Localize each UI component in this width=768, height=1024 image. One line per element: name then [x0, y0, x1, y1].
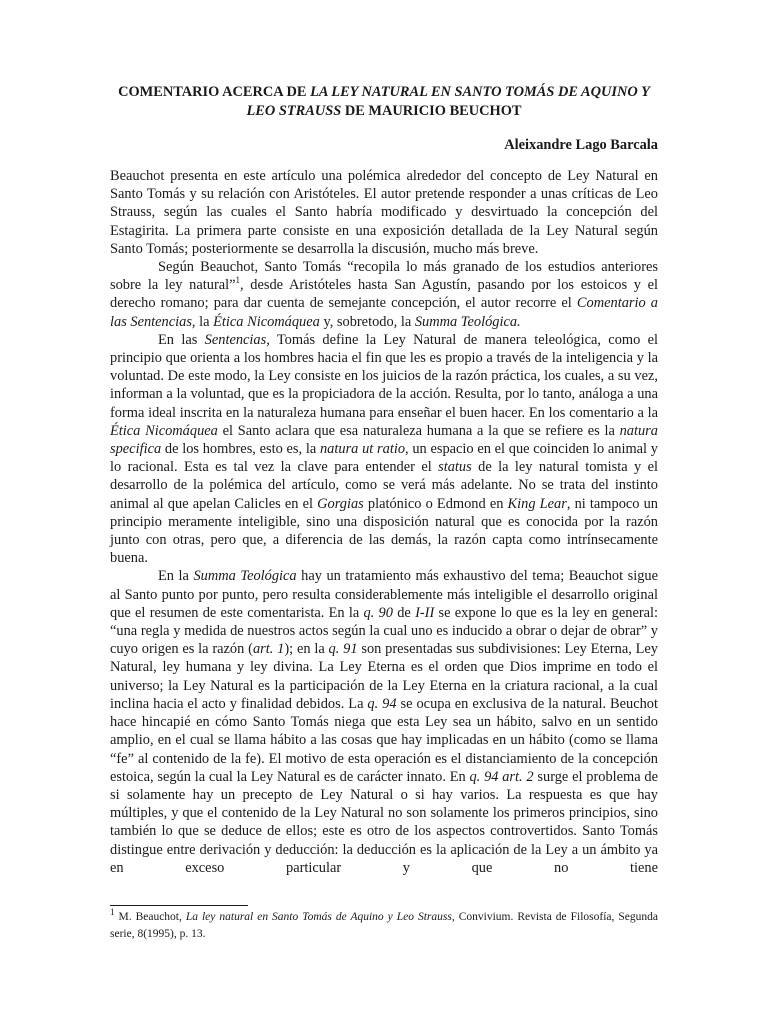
footnote-divider [110, 905, 248, 906]
paragraph-4: En la Summa Teológica hay un tratamiento más exhaustivo del tema; Beauchot sigue al Santo punto por punto, pero resulta considerablemente más inteligible el desarrollo original que el resumen de este comentarista. En la q. 90 de I-II se expone lo que es la ley en general: “una regla y medida de nuestros actos según la cual uno es inducido a obrar o dejar de obrar” y cuyo origen es la razón (art. 1); en la q. 91 son presentadas sus subdivisiones: Ley Eterna, Ley Natural, ley humana y ley divina. La Ley Eterna es el orden que Dios imprime en todo el universo; la Ley Natural es la participación de la Ley Eterna en la criatura racional, a la cual inclina hacia el acto y finalidad debidos. La q. 94 se ocupa en exclusiva de la natural. Beuchot hace hincapié en cómo Santo Tomás niega que esta Ley sea un hábito, salvo en un sentido amplio, en el cual se llama hábito a las cosas que hay implicadas en un hábito (como se llama “fe” al contenido de la fe). El motivo de esta operación es el distanciamiento de la concepción estoica, según la cual la Ley Natural es de carácter innato. En q. 94 art. 2 surge el problema de si solamente hay un precepto de Ley Natural o si hay varios. La respuesta es que hay múltiples, y que el contenido de la Ley Natural no son solamente los primeros principios, sino también lo que se deduce de ellos; este es otro de los aspectos controvertidos. Santo Tomás distingue entre derivación y deducción: la deducción es la aplicación de la Ley a un ámbito ya en exceso particular y que no tiene [110, 568, 659, 876]
document-title [110, 83, 658, 121]
footnote: $^1$ M. Beauchot, La ley natural en Santo Tomás de Aquino y Leo Strauss, Convivium. Revista de Filosofía, Segunda serie, 8(1995), p. 13. [110, 907, 658, 940]
article-body [110, 167, 658, 877]
paragraph-1: Beauchot presenta en este artículo una polémica alrededor del concepto de Ley Natural en Santo Tomás y su relación con Aristóteles. El autor pretende responder a unas críticas de Leo Strauss, según las cuales el Santo habría modificado y desvirtuado la concepción del Estagirita. La primera parte consiste en una exposición detallada de la Ley Natural según Santo Tomás; posteriormente se desarrolla la discusión, mucho más breve. [110, 168, 658, 257]
footnote-reference: 1 [235, 275, 241, 286]
title-italic-text: LA LEY NATURAL EN SANTO TOMÁS DE AQUINO Y LEO STRAUSS [246, 84, 650, 119]
footnote-number: 1 [110, 907, 115, 918]
paragraph-2: Según Beauchot, Santo Tomás “recopila lo más granado de los estudios anteriores sobre la ley natural”$^1$, desde Aristóteles hasta San Agustín, pasando por los estoicos y el derecho romano; para dar cuenta de semejante concepción, el autor recorre el Comentario a las Sentencias, la Ética Nicomáquea y, sobretodo, la Summa Teológica. [110, 259, 658, 330]
author-name: Aleixandre Lago Barcala [504, 137, 658, 153]
paragraph-3: En las Sentencias, Tomás define la Ley Natural de manera teleológica, como el principio que orienta a los hombres hacia el fin que les es propio a través de la inteligencia y la voluntad. De este modo, la Ley consiste en los juicios de la razón práctica, los cuales, a su vez, informan a la voluntad, que es la propiciadora de la acción. Resulta, por lo tanto, análoga a una forma ideal inscrita en la naturaleza humana para enseñar el buen hacer. En los comentario a la Ética Nicomáquea el Santo aclara que esa naturaleza humana a la que se refiere es la natura specifica de los hombres, esto es, la natura ut ratio, un espacio en el que coinciden lo animal y lo racional. Esta es tal vez la clave para entender el status de la ley natural tomista y el desarrollo de la polémica del artículo, como se verá más adelante. No se trata del instinto animal al que apelan Calicles en el Gorgias platónico o Edmond en King Lear, ni tampoco un principio meramente inteligible, sino una disposición natural que es conocida por la razón junto con otras, pero que, a diferencia de las demás, la razón capta como intrínsecamente buena. [110, 331, 659, 567]
title-text-end: DE MAURICIO BEUCHOT [341, 103, 522, 119]
title-text: COMENTARIO ACERCA DE [118, 84, 311, 100]
